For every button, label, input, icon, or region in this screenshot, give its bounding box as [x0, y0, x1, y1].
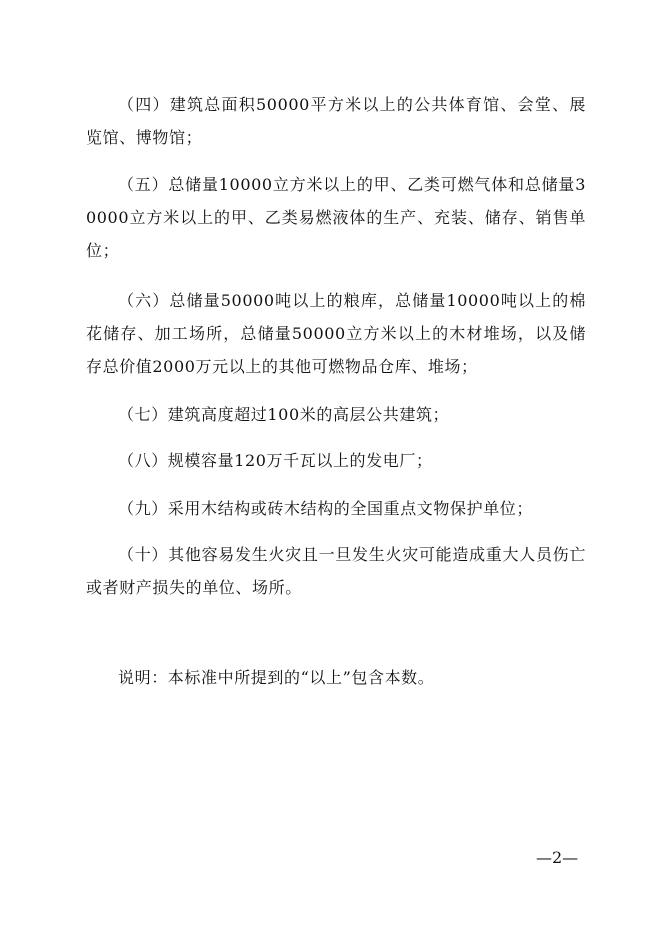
list-item: （五）总储量10000立方米以上的甲、乙类可燃气体和总储量30000立方米以上的甲、乙类易燃液体的生产、充装、储存、销售单位；: [86, 175, 586, 260]
list-item: （八）规模容量120万千瓦以上的发电厂；: [118, 451, 433, 470]
page-number: —2—: [536, 848, 579, 867]
list-item: （六）总储量50000吨以上的粮库，总储量10000吨以上的棉花储存、加工场所，总储量50000立方米以上的木材堆场，以及储存总价值2000万元以上的其他可燃物品仓库、堆场；: [86, 291, 586, 376]
list-item: （四）建筑总面积50000平方米以上的公共体育馆、会堂、展览馆、博物馆；: [86, 95, 586, 147]
list-item: （九）采用木结构或砖木结构的全国重点文物保护单位；: [118, 499, 534, 518]
note-text: ：本标准中所提到的“以上”包含本数。: [151, 668, 435, 687]
note-paragraph: [118, 661, 434, 694]
list-item: （十）其他容易发生火灾且一旦发生火灾可能造成重大人员伤亡或者财产损失的单位、场所。: [86, 545, 586, 597]
note-label: 说明: [118, 668, 152, 687]
list-item: （七）建筑高度超过100米的高层公共建筑；: [118, 405, 450, 424]
